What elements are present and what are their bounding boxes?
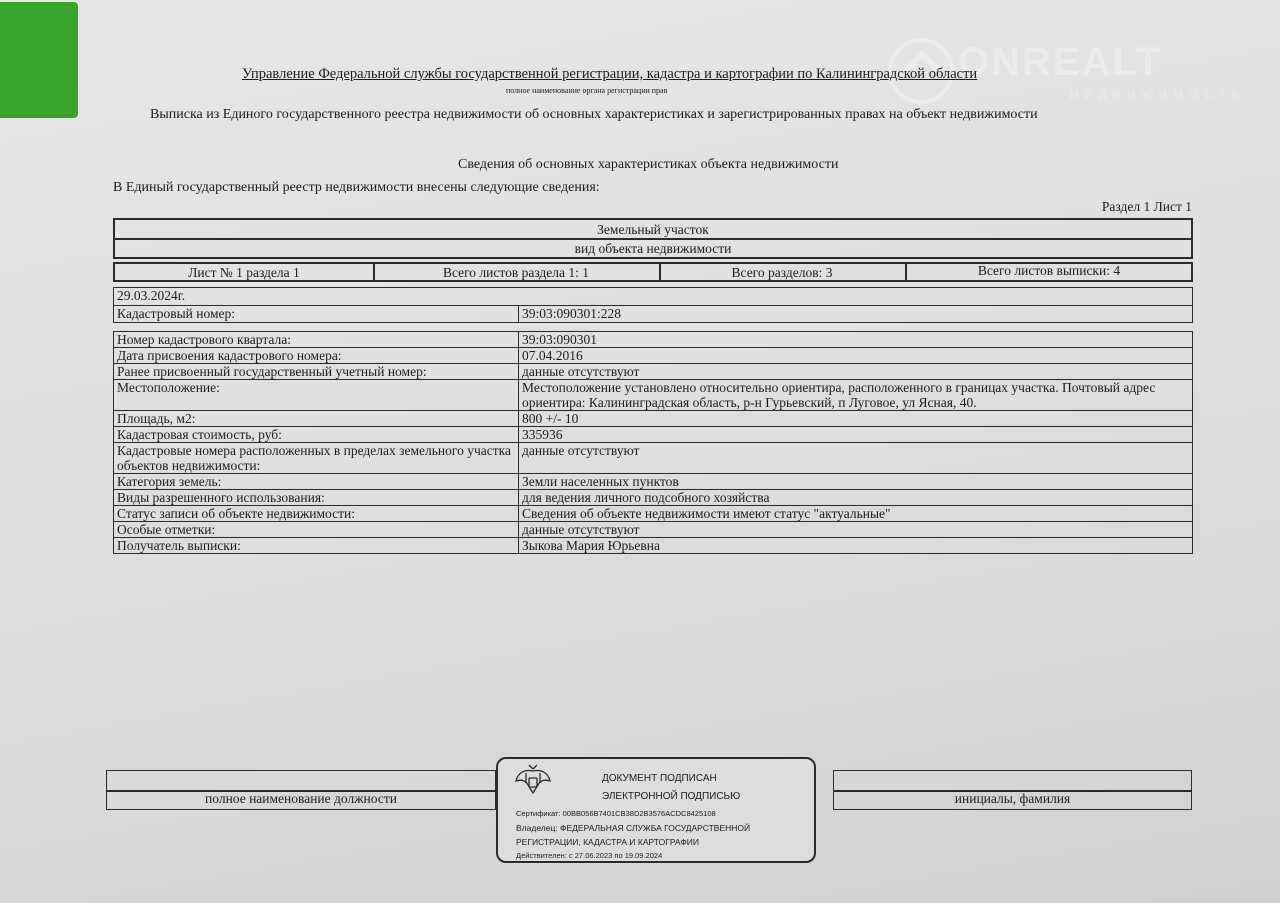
stamp-line1: ДОКУМЕНТ ПОДПИСАН <box>602 773 717 784</box>
sheets-in-section: Всего листов раздела 1: 1 <box>442 265 590 280</box>
watermark-text: ONREALT <box>958 40 1163 84</box>
row-value: данные отсутствуют <box>519 443 1193 474</box>
extract-sheets-total: Всего листов выписки: 4 <box>977 263 1121 278</box>
object-type: Земельный участок <box>597 222 709 237</box>
table-row <box>114 380 1193 411</box>
name-box <box>833 770 1192 810</box>
row-label: Местоположение: <box>114 380 519 411</box>
table-row <box>114 474 1193 490</box>
table-row <box>114 538 1193 554</box>
row-value: Земли населенных пунктов <box>519 474 1193 490</box>
eagle-emblem-icon <box>514 763 552 797</box>
table-row <box>114 288 1193 306</box>
stamp-validity: Действителен: с 27.06.2023 по 19.09.2024 <box>516 851 663 860</box>
row-value: Зыкова Мария Юрьевна <box>519 538 1193 554</box>
cadastral-table <box>113 287 1193 323</box>
row-label: Получатель выписки: <box>114 538 519 554</box>
row-label: Статус записи об объекте недвижимости: <box>114 506 519 522</box>
sheet-info-box <box>113 262 1193 282</box>
green-tab <box>0 2 78 118</box>
table-row <box>114 332 1193 348</box>
sheet-number: Лист № 1 раздела 1 <box>188 265 300 280</box>
stamp-owner-line2: РЕГИСТРАЦИИ, КАДАСТРА И КАРТОГРАФИИ <box>516 837 699 847</box>
electronic-signature-stamp <box>496 757 816 863</box>
row-label: Категория земель: <box>114 474 519 490</box>
cadastral-value: 39:03:090301:228 <box>519 306 1193 323</box>
watermark-subtext: НЕДВИЖИМОСТЬ <box>1070 88 1246 102</box>
table-row <box>114 306 1193 323</box>
row-value: 07.04.2016 <box>519 348 1193 364</box>
object-type-caption: вид объекта недвижимости <box>574 241 732 256</box>
intro-text: В Единый государственный реестр недвижимости внесены следующие сведения: <box>113 180 600 195</box>
row-label: Номер кадастрового квартала: <box>114 332 519 348</box>
authority-caption: полное наименование органа регистрации прав <box>506 86 668 95</box>
extract-title: Выписка из Единого государственного реестра недвижимости об основных характеристиках и зарегистрированных правах на объект недвижимости <box>150 107 1038 122</box>
object-type-box <box>113 218 1193 259</box>
row-label: Кадастровая стоимость, руб: <box>114 427 519 443</box>
date-cell: 29.03.2024г. <box>114 288 1193 306</box>
table-row <box>114 348 1193 364</box>
row-value: 800 +/- 10 <box>519 411 1193 427</box>
table-row <box>114 490 1193 506</box>
stamp-owner-line1: Владелец: ФЕДЕРАЛЬНАЯ СЛУЖБА ГОСУДАРСТВЕННОЙ <box>516 823 751 833</box>
row-label: Ранее присвоенный государственный учетный номер: <box>114 364 519 380</box>
position-box <box>106 770 496 810</box>
stamp-line2: ЭЛЕКТРОННОЙ ПОДПИСЬЮ <box>602 791 741 802</box>
row-label: Кадастровые номера расположенных в пределах земельного участка объектов недвижимости: <box>114 443 519 474</box>
row-value: данные отсутствуют <box>519 364 1193 380</box>
characteristics-table <box>113 331 1193 554</box>
row-value: данные отсутствуют <box>519 522 1193 538</box>
row-label: Виды разрешенного использования: <box>114 490 519 506</box>
table-row <box>114 427 1193 443</box>
table-row <box>114 522 1193 538</box>
part-label: Раздел 1 Лист 1 <box>1101 199 1192 214</box>
table-row <box>114 364 1193 380</box>
section-title: Сведения об основных характеристиках объекта недвижимости <box>458 157 839 172</box>
row-value: 39:03:090301 <box>519 332 1193 348</box>
position-caption: полное наименование должности <box>205 791 397 806</box>
table-row <box>114 506 1193 522</box>
row-value: 335936 <box>519 427 1193 443</box>
row-value: Местоположение установлено относительно ориентира, расположенного в границах участка. Почтовый адрес ориентира: Калининградская область, р-н Гурьевский, п Луговое, ул Ясная, 40. <box>519 380 1193 411</box>
table-row <box>114 411 1193 427</box>
row-value: для ведения личного подсобного хозяйства <box>519 490 1193 506</box>
row-value: Сведения об объекте недвижимости имеют статус "актуальные" <box>519 506 1193 522</box>
authority-name: Управление Федеральной службы государственной регистрации, кадастра и картографии по Калининградской области <box>242 66 978 82</box>
row-label: Площадь, м2: <box>114 411 519 427</box>
table-row <box>114 443 1193 474</box>
cadastral-label: Кадастровый номер: <box>114 306 519 323</box>
row-label: Особые отметки: <box>114 522 519 538</box>
row-label: Дата присвоения кадастрового номера: <box>114 348 519 364</box>
sections-total: Всего разделов: 3 <box>731 265 833 280</box>
stamp-certificate: Сертификат: 00BB056B7401CB38D2B3576ACDC8425108 <box>516 809 716 818</box>
name-caption: инициалы, фамилия <box>954 791 1071 806</box>
